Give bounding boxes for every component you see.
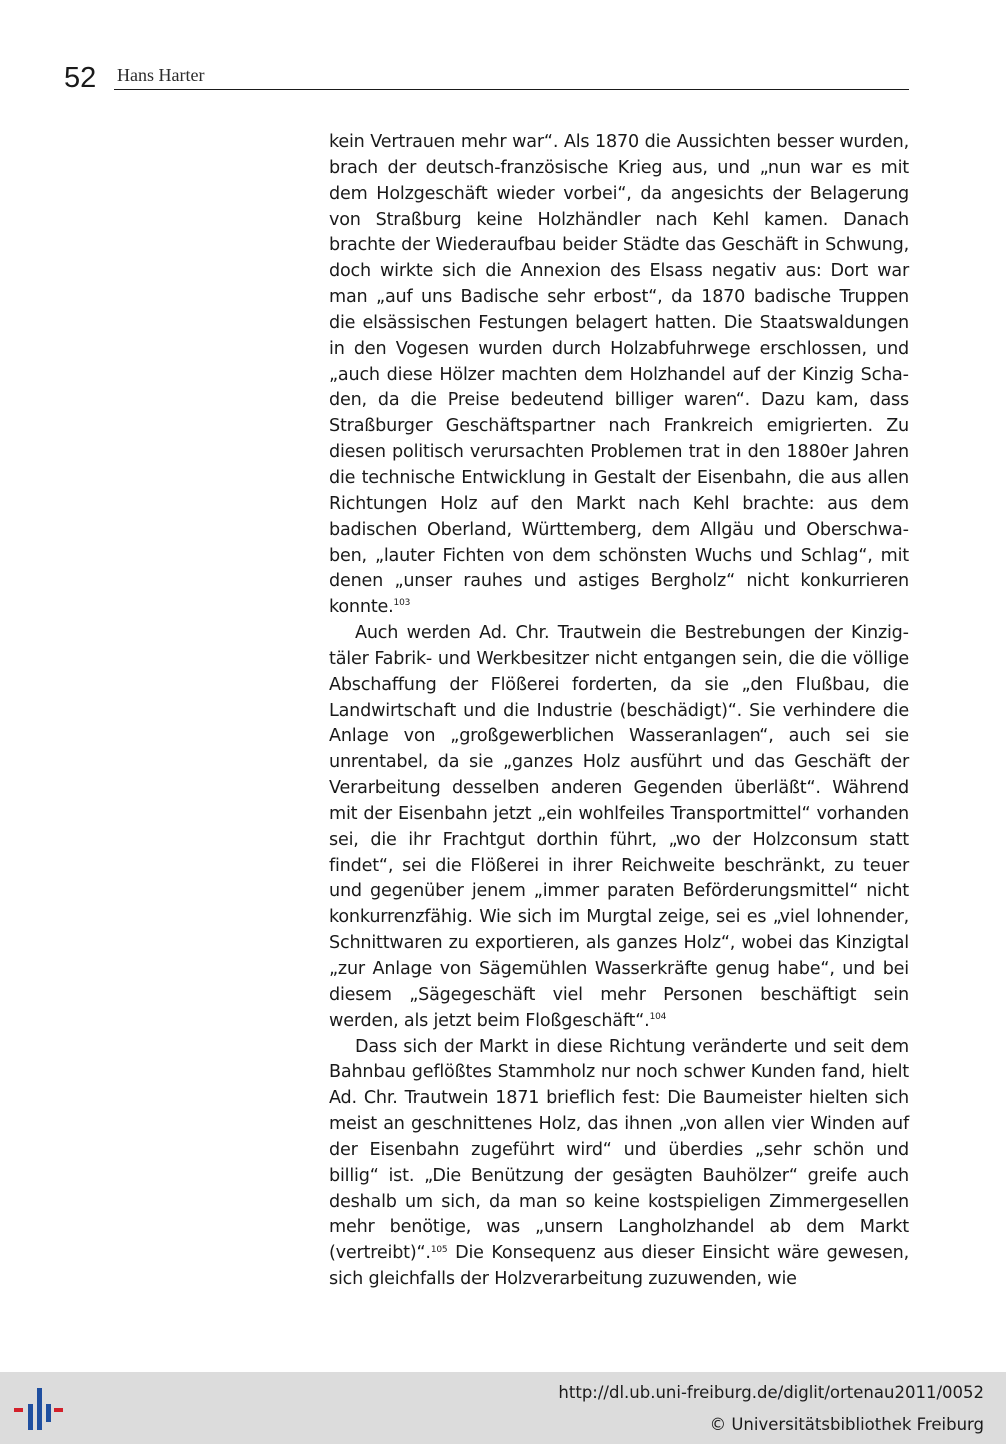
body-text [329,130,909,1293]
paragraph-2-text: Auch werden Ad. Chr. Trautwein die Bestrebungen der Kinzigtäler Fabrik- und Werkbesitzer nicht entgangen sein, die die völlige Abschaffung der Flößerei forderten, da sie „den Flußbau, die Landwirtschaft und die Industrie (beschädigt)“. Sie verhindere die Anlage von „großgewerblichen Wasseranlagen“, auch sei sie unrentabel, da sie „ganzes Holz ausführt und das Geschäft der Verarbeitung desselben anderen Gegenden überläßt“. Während mit der Eisenbahn jetzt „ein wohlfeiles Transportmittel“ vorhanden sei, die ihr Frachtgut dorthin führt, „wo der Holzconsum statt findet“, sei die Flößerei in ihrer Reichweite beschränkt, zu teuer und gegenüber jenem „immer paraten Beförderungsmittel“ nicht konkurrenzfähig. Wie sich im Murgtal zeige, sei es „viel lohnender, Schnittwaren zu exportieren, als ganzes Holz“, wobei das Kinzigtal „zur Anlage von Sägemühlen Wasserkräfte genug habe“, und bei diesem „Sägegeschäft viel mehr Personen beschäftigt sein werden, als jetzt beim Floßgeschäft“. [329,623,909,1031]
paragraph-3-text: Dass sich der Markt in diese Richtung veränderte und seit dem Bahnbau geflößtes Stammholz nur noch schwer Kunden fand, hielt Ad. Chr. Trautwein 1871 brieflich fest: Die Baumeister hielten sich meist an geschnittenes Holz, das ihnen „von allen vier Winden auf der Eisenbahn zugeführt wird“ und überdies „sehr schön und billig“ ist. „Die Benützung der gesägten Bauhölzer“ greife auch deshalb um sich, da man so keine kostspieligen Zimmergesellen mehr benötige, was „unsern Langholzhandel ab dem Markt (vertreibt)“. [329,1036,909,1264]
paragraph-1-text: kein Vertrauen mehr war“. Als 1870 die Aussichten besser wurden, brach der deutsch-französische Krieg aus, und „nun war es mit dem Holzgeschäft wieder vorbei“, da angesichts der Belagerung von Straßburg keine Holzhändler nach Kehl kamen. Danach brachte der Wiederaufbau beider Städte das Geschäft in Schwung, doch wirkte sich die Annexion des Elsass negativ aus: Dort war man „auf uns Badische sehr erbost“, da 1870 badische Truppen die elsässischen Festungen belagert hatten. Die Staatswaldungen in den Vogesen wurden durch Holzabfuhrwege erschlossen, und „auch diese Hölzer machten dem Holzhandel auf der Kinzig Schaden, da die Preise bedeutend billiger waren“. Dazu kam, dass Straßburger Geschäftspartner nach Frankreich emigrierten. Zu diesen politisch verursachten Problemen trat in den 1880er Jahren die technische Entwicklung in Gestalt der Eisenbahn, die aus allen Richtungen Holz auf den Markt nach Kehl brachte: aus dem badischen Oberland, Württemberg, dem Allgäu und Oberschwaben, „lauter Fichten von dem schönsten Wuchs und Schlag“, mit denen „unser rauhes und astiges Bergholz“ nicht konkurrieren konnte. [329,132,909,618]
running-head-author: Hans Harter [117,65,205,85]
footnote-ref-103[interactable]: 103 [393,598,411,609]
copyright-notice: © Universitätsbibliothek Freiburg [709,1415,984,1434]
page-number: 52 [64,62,97,94]
paragraph-3-text-continued: Die Konsequenz aus dieser Einsicht wäre gewesen, sich gleichfalls der Holzverarbeitung zuzuwenden, wie [329,1243,909,1290]
permalink-url[interactable]: http://dl.ub.uni-freiburg.de/diglit/ortenau2011/0052 [558,1383,984,1402]
ub-freiburg-logo-icon [12,1384,64,1434]
footer-band [0,1372,1006,1444]
page-header [0,0,1006,100]
paragraph-1 [329,130,909,621]
footnote-ref-105[interactable]: 105 [430,1244,448,1255]
paragraph-3 [329,1035,909,1293]
paragraph-2 [329,621,909,1035]
footnote-ref-104[interactable]: 104 [649,1011,667,1022]
header-rule [114,89,909,90]
